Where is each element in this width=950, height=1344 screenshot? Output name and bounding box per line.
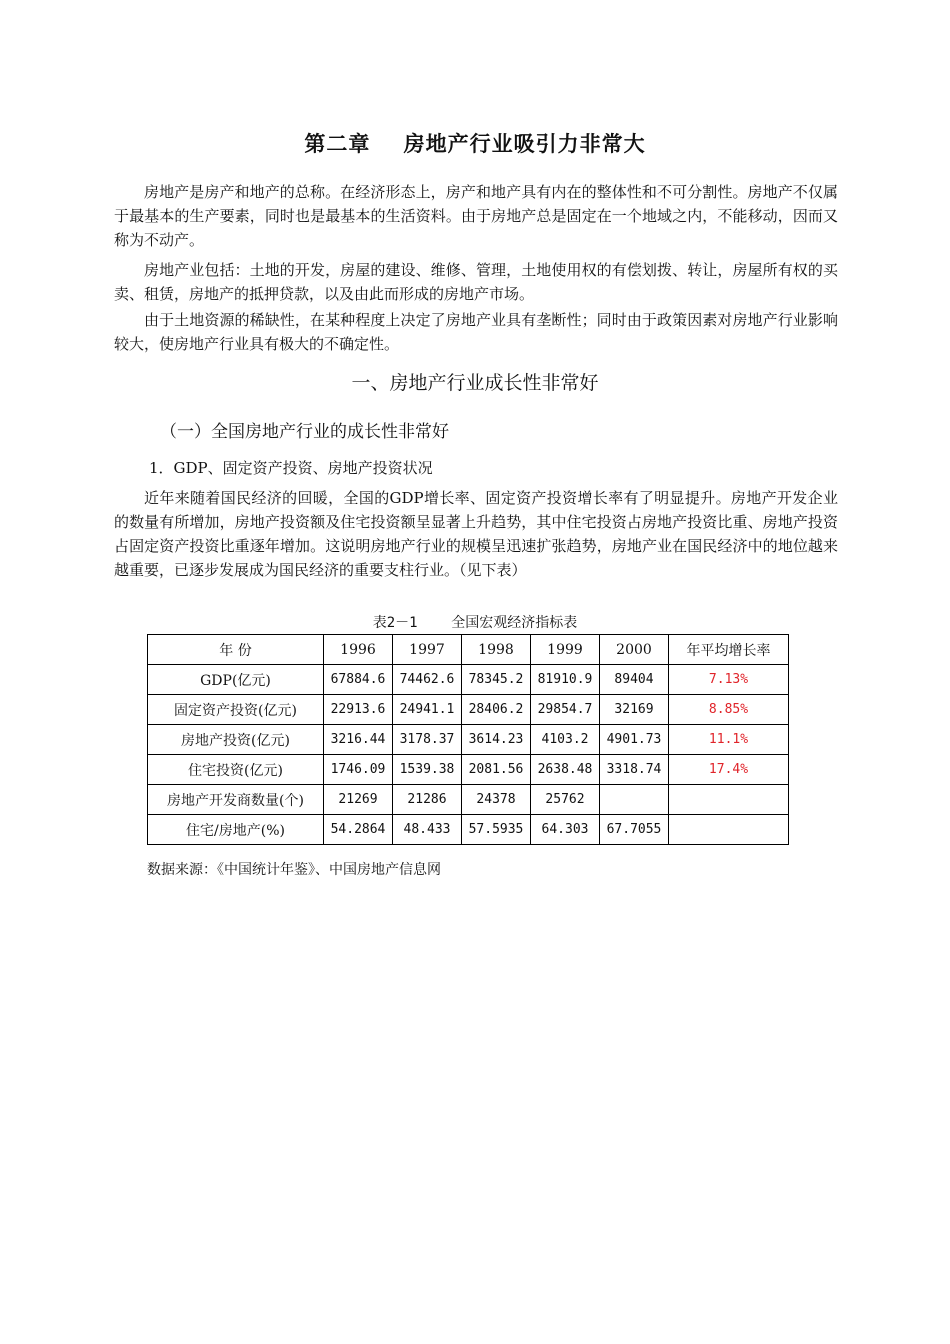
macro-indicator-table (147, 634, 789, 845)
header-cell: 2000 (600, 635, 669, 665)
header-cell: 1996 (324, 635, 393, 665)
table-cell: 3178.37 (393, 725, 462, 755)
growth-rate-cell: 7.13% (669, 665, 789, 695)
table-cell: 1539.38 (393, 755, 462, 785)
table-cell: 1746.09 (324, 755, 393, 785)
table-cell: 48.433 (393, 815, 462, 845)
table-cell: 64.303 (531, 815, 600, 845)
growth-rate-cell: 11.1% (669, 725, 789, 755)
growth-rate-cell: 8.85% (669, 695, 789, 725)
table-row (148, 695, 789, 725)
table-cell: 3216.44 (324, 725, 393, 755)
table-cell: 29854.7 (531, 695, 600, 725)
table-caption: 表2－1 全国宏观经济指标表 (372, 615, 578, 631)
table-cell: 32169 (600, 695, 669, 725)
table-cell: 78345.2 (462, 665, 531, 695)
table-cell: 25762 (531, 785, 600, 815)
row-label: 房地产投资(亿元) (148, 725, 324, 755)
table-header-row (148, 635, 789, 665)
table-row (148, 755, 789, 785)
table-cell: 21286 (393, 785, 462, 815)
data-source-note: 数据来源：《中国统计年鉴》、中国房地产信息网 (147, 862, 441, 878)
paragraph-growth: 近年来随着国民经济的回暖，全国的GDP增长率、固定资产投资增长率有了明显提升。房地产开发企业的数量有所增加，房地产投资额及住宅投资额呈显著上升趋势，其中住宅投资占房地产投资比重、房地产投资占固定资产投资比重逐年增加。这说明房地产行业的规模呈迅速扩张趋势，房地产业在国民经济中的地位越来越重要，已逐步发展成为国民经济的重要支柱行业。（见下表） (114, 489, 838, 579)
row-label: 住宅投资(亿元) (148, 755, 324, 785)
table-row (148, 665, 789, 695)
table-row (148, 815, 789, 845)
table-cell: 21269 (324, 785, 393, 815)
paragraph-characteristics: 由于土地资源的稀缺性，在某种程度上决定了房地产业具有垄断性；同时由于政策因素对房地产行业影响较大，使房地产行业具有极大的不确定性。 (114, 311, 838, 353)
table-cell: 24941.1 (393, 695, 462, 725)
table-cell: 24378 (462, 785, 531, 815)
table-cell: 67884.6 (324, 665, 393, 695)
table-cell: 4901.73 (600, 725, 669, 755)
table-cell: 2638.48 (531, 755, 600, 785)
table-cell: 3614.23 (462, 725, 531, 755)
row-label: 固定资产投资(亿元) (148, 695, 324, 725)
table-cell: 4103.2 (531, 725, 600, 755)
table-cell: 3318.74 (600, 755, 669, 785)
table-cell: 57.5935 (462, 815, 531, 845)
section-title: 一、房地产行业成长性非常好 (351, 372, 599, 394)
item-title: 1．GDP、固定资产投资、房地产投资状况 (149, 459, 433, 477)
paragraph-scope: 房地产业包括：土地的开发，房屋的建设、维修、管理，土地使用权的有偿划拨、转让，房屋所有权的买卖、租赁，房地产的抵押贷款，以及由此而形成的房地产市场。 (114, 261, 838, 303)
growth-rate-cell: 17.4% (669, 755, 789, 785)
table-row (148, 725, 789, 755)
table-row (148, 785, 789, 815)
header-cell: 年平均增长率 (669, 635, 789, 665)
table-cell: 2081.56 (462, 755, 531, 785)
table-cell: 89404 (600, 665, 669, 695)
paragraph-definition: 房地产是房产和地产的总称。在经济形态上，房产和地产具有内在的整体性和不可分割性。房地产不仅属于最基本的生产要素，同时也是最基本的生活资料。由于房地产总是固定在一个地域之内，不能移动，因而又称为不动产。 (114, 183, 838, 249)
header-cell: 年 份 (148, 635, 324, 665)
header-cell: 1999 (531, 635, 600, 665)
table-cell: 67.7055 (600, 815, 669, 845)
header-cell: 1998 (462, 635, 531, 665)
subsection-title: （一）全国房地产行业的成长性非常好 (160, 422, 449, 442)
row-label: GDP(亿元) (148, 665, 324, 695)
growth-rate-cell (669, 785, 789, 815)
chapter-title: 第二章 房地产行业吸引力非常大 (304, 132, 646, 156)
table-cell: 81910.9 (531, 665, 600, 695)
table-cell (600, 785, 669, 815)
row-label: 房地产开发商数量(个) (148, 785, 324, 815)
row-label: 住宅/房地产(%) (148, 815, 324, 845)
table-cell: 74462.6 (393, 665, 462, 695)
table-cell: 22913.6 (324, 695, 393, 725)
table-cell: 54.2864 (324, 815, 393, 845)
table-cell: 28406.2 (462, 695, 531, 725)
header-cell: 1997 (393, 635, 462, 665)
growth-rate-cell (669, 815, 789, 845)
